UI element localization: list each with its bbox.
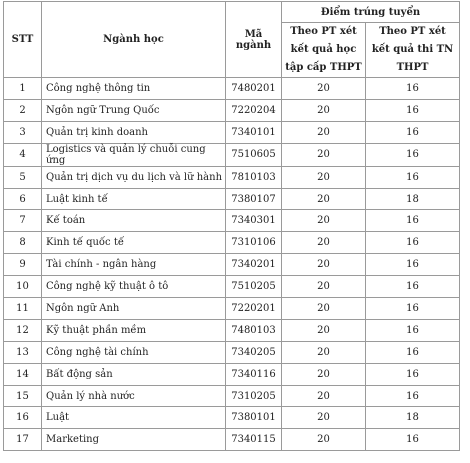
header-row-top	[4, 2, 460, 23]
cell-major-code: 7340115	[226, 429, 282, 451]
cell-score-transcript: 20	[282, 298, 366, 320]
cell-major-code: 7380107	[226, 188, 282, 210]
cell-score-exam: 16	[366, 385, 460, 407]
cell-stt: 4	[4, 143, 42, 166]
table-row	[4, 341, 460, 363]
cell-major-code: 7340116	[226, 363, 282, 385]
cell-score-transcript: 20	[282, 385, 366, 407]
cell-major-name: Quản trị dịch vụ du lịch và lữ hành	[42, 166, 226, 188]
table-row	[4, 188, 460, 210]
cell-major-name: Luật kinh tế	[42, 188, 226, 210]
table-row	[4, 385, 460, 407]
cell-major-code: 7510605	[226, 143, 282, 166]
header-method-transcript: Theo PT xét kết quả học tập cấp THPT	[282, 23, 366, 78]
cell-score-transcript: 20	[282, 429, 366, 451]
cell-score-exam: 16	[366, 78, 460, 100]
cell-score-transcript: 20	[282, 78, 366, 100]
cell-stt: 7	[4, 210, 42, 232]
cell-major-code: 7480103	[226, 319, 282, 341]
header-method-exam: Theo PT xét kết quả thi TN THPT	[366, 23, 460, 78]
cell-stt: 1	[4, 78, 42, 100]
table-row	[4, 254, 460, 276]
table-row	[4, 407, 460, 429]
cell-score-exam: 16	[366, 363, 460, 385]
admission-table-container	[3, 1, 460, 451]
cell-score-transcript: 20	[282, 99, 366, 121]
table-row	[4, 429, 460, 451]
cell-score-exam: 16	[366, 166, 460, 188]
table-row	[4, 121, 460, 143]
cell-major-name: Kế toán	[42, 210, 226, 232]
table-row	[4, 210, 460, 232]
cell-major-code: 7380101	[226, 407, 282, 429]
admission-score-table	[3, 1, 460, 451]
cell-stt: 9	[4, 254, 42, 276]
table-row	[4, 166, 460, 188]
header-code: Mã ngành	[226, 2, 282, 78]
cell-score-transcript: 20	[282, 210, 366, 232]
cell-stt: 10	[4, 276, 42, 298]
header-score-group: Điểm trúng tuyển	[282, 2, 460, 23]
cell-major-code: 7510205	[226, 276, 282, 298]
cell-major-code: 7310205	[226, 385, 282, 407]
cell-score-exam: 16	[366, 341, 460, 363]
cell-major-code: 7810103	[226, 166, 282, 188]
cell-score-exam: 18	[366, 407, 460, 429]
cell-stt: 5	[4, 166, 42, 188]
cell-score-transcript: 20	[282, 232, 366, 254]
cell-score-transcript: 20	[282, 166, 366, 188]
cell-score-exam: 16	[366, 254, 460, 276]
cell-major-code: 7480201	[226, 78, 282, 100]
cell-score-transcript: 20	[282, 188, 366, 210]
cell-stt: 17	[4, 429, 42, 451]
cell-score-exam: 16	[366, 429, 460, 451]
cell-major-code: 7310106	[226, 232, 282, 254]
cell-score-exam: 16	[366, 99, 460, 121]
cell-stt: 6	[4, 188, 42, 210]
cell-score-exam: 16	[366, 210, 460, 232]
cell-stt: 3	[4, 121, 42, 143]
cell-score-exam: 16	[366, 121, 460, 143]
table-row	[4, 319, 460, 341]
cell-major-name: Quản lý nhà nước	[42, 385, 226, 407]
cell-score-transcript: 20	[282, 363, 366, 385]
cell-stt: 14	[4, 363, 42, 385]
header-major: Ngành học	[42, 2, 226, 78]
cell-major-name: Công nghệ tài chính	[42, 341, 226, 363]
cell-major-name: Bất động sản	[42, 363, 226, 385]
table-row	[4, 298, 460, 320]
cell-score-exam: 16	[366, 276, 460, 298]
cell-score-transcript: 20	[282, 121, 366, 143]
cell-score-transcript: 20	[282, 407, 366, 429]
cell-major-name: Công nghệ thông tin	[42, 78, 226, 100]
cell-score-exam: 16	[366, 143, 460, 166]
cell-major-name: Tài chính - ngân hàng	[42, 254, 226, 276]
cell-major-name: Công nghệ kỹ thuật ô tô	[42, 276, 226, 298]
header-stt: STT	[4, 2, 42, 78]
cell-score-exam: 16	[366, 298, 460, 320]
cell-major-name: Kinh tế quốc tế	[42, 232, 226, 254]
cell-stt: 13	[4, 341, 42, 363]
cell-major-name: Marketing	[42, 429, 226, 451]
cell-score-exam: 18	[366, 188, 460, 210]
cell-stt: 2	[4, 99, 42, 121]
cell-score-transcript: 20	[282, 319, 366, 341]
cell-major-name: Quản trị kinh doanh	[42, 121, 226, 143]
cell-score-transcript: 20	[282, 254, 366, 276]
cell-major-code: 7220201	[226, 298, 282, 320]
table-row	[4, 99, 460, 121]
cell-score-transcript: 20	[282, 341, 366, 363]
cell-major-code: 7340205	[226, 341, 282, 363]
cell-score-exam: 16	[366, 319, 460, 341]
cell-major-name: Ngôn ngữ Anh	[42, 298, 226, 320]
cell-major-name: Luật	[42, 407, 226, 429]
cell-stt: 16	[4, 407, 42, 429]
cell-major-name: Logistics và quản lý chuỗi cung ứng	[42, 143, 226, 166]
table-row	[4, 143, 460, 166]
cell-stt: 15	[4, 385, 42, 407]
cell-major-name: Ngôn ngữ Trung Quốc	[42, 99, 226, 121]
table-body	[4, 78, 460, 451]
cell-stt: 12	[4, 319, 42, 341]
table-row	[4, 232, 460, 254]
cell-major-code: 7220204	[226, 99, 282, 121]
table-row	[4, 276, 460, 298]
cell-stt: 11	[4, 298, 42, 320]
cell-major-code: 7340101	[226, 121, 282, 143]
cell-major-code: 7340201	[226, 254, 282, 276]
table-row	[4, 78, 460, 100]
cell-score-transcript: 20	[282, 276, 366, 298]
cell-score-exam: 16	[366, 232, 460, 254]
cell-major-code: 7340301	[226, 210, 282, 232]
table-row	[4, 363, 460, 385]
cell-score-transcript: 20	[282, 143, 366, 166]
cell-major-name: Kỹ thuật phần mềm	[42, 319, 226, 341]
cell-stt: 8	[4, 232, 42, 254]
